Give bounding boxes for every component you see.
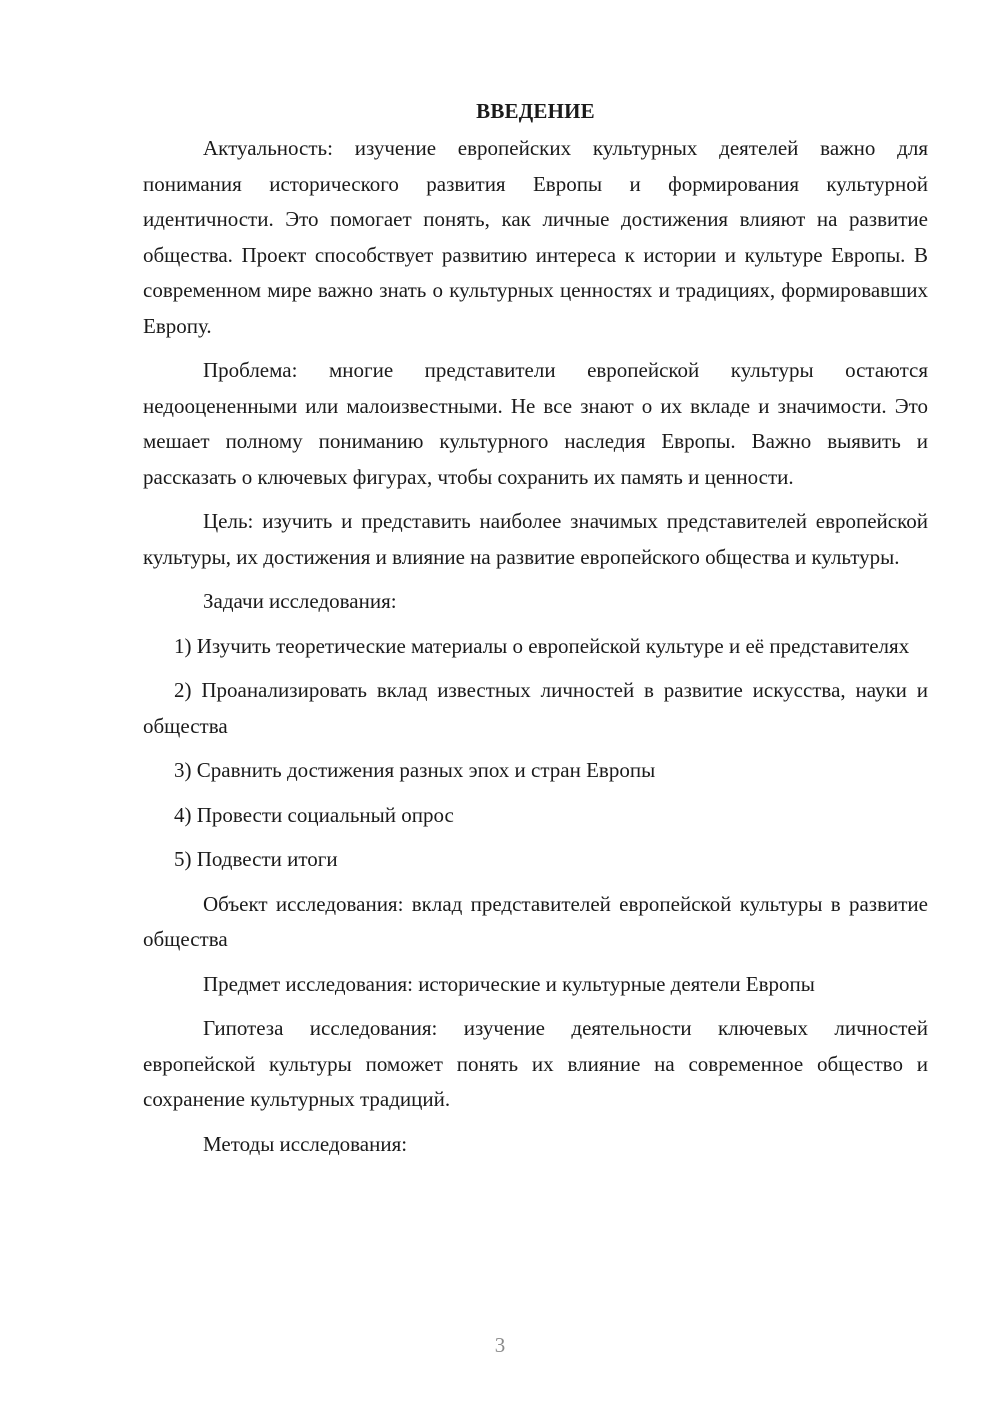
problem-paragraph: Проблема: многие представители европейской культуры остаются недооцененными или малоизвестными. Не все знают о их вкладе и значимости. Это мешает полному пониманию культурного наследия Европы. Важно выявить и рассказать о ключевых фигурах, чтобы сохранить их память и ценности. <box>143 358 928 489</box>
task-item: 2) Проанализировать вклад известных личностей в развитие искусства, науки и общества <box>143 678 928 738</box>
goal-paragraph: Цель: изучить и представить наиболее значимых представителей европейской культуры, их достижения и влияние на развитие европейского общества и культуры. <box>143 509 928 569</box>
task-item: 5) Подвести итоги <box>174 847 338 871</box>
task-item: 1) Изучить теоретические материалы о европейской культуре и её представителях <box>174 633 910 658</box>
hypothesis-paragraph: Гипотеза исследования: изучение деятельности ключевых личностей европейской культуры поможет понять их влияние на современное общество и сохранение культурных традиций. <box>143 1016 928 1111</box>
document-page <box>143 95 928 1171</box>
page-number: 3 <box>494 1333 506 1357</box>
task-item: 4) Провести социальный опрос <box>174 802 454 827</box>
section-title: ВВЕДЕНИЕ <box>476 99 595 123</box>
subject-paragraph: Предмет исследования: исторические и культурные деятели Европы <box>203 971 815 996</box>
tasks-heading: Задачи исследования: <box>203 589 397 613</box>
methods-heading: Методы исследования: <box>203 1131 408 1156</box>
relevance-paragraph: Актуальность: изучение европейских культурных деятелей важно для понимания исторического развития Европы и формирования культурной идентичности. Это помогает понять, как личные достижения влияют на развитие общества. Проект способствует развитию интереса к истории и культуре Европы. В современном мире важно знать о культурных ценностях и традициях, формировавших Европу. <box>143 136 928 338</box>
object-paragraph: Объект исследования: вклад представителей европейской культуры в развитие общества <box>143 891 928 951</box>
task-item: 3) Сравнить достижения разных эпох и стран Европы <box>174 758 656 782</box>
